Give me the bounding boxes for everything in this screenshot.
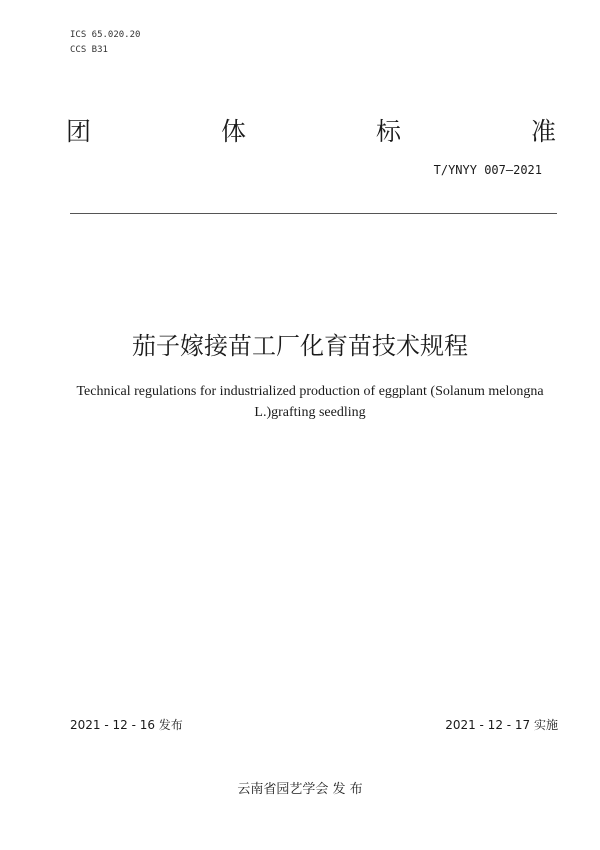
issue-date: 2021 - 12 - 16 发布 bbox=[70, 718, 183, 732]
document-type-heading bbox=[66, 112, 556, 148]
chinese-title: 茄子嫁接苗工厂化育苗技术规程 bbox=[132, 332, 468, 360]
classification-codes bbox=[70, 28, 140, 58]
ccs-code: CCS B31 bbox=[70, 45, 108, 55]
heading-char-2: 体 bbox=[220, 117, 246, 146]
issuing-organization: 云南省园艺学会 发 布 bbox=[237, 782, 363, 797]
heading-char-3: 标 bbox=[375, 117, 401, 146]
heading-char-1: 团 bbox=[66, 117, 92, 146]
english-title-line-1: Technical regulations for industrialized production of eggplant (Solanum melongna bbox=[76, 384, 544, 399]
implementation-date: 2021 - 12 - 17 实施 bbox=[445, 718, 558, 732]
heading-char-4: 准 bbox=[530, 117, 556, 146]
header-divider bbox=[70, 213, 557, 214]
english-title bbox=[60, 381, 560, 423]
ics-code: ICS 65.020.20 bbox=[70, 30, 141, 40]
english-title-line-2: L.)grafting seedling bbox=[254, 405, 366, 420]
standard-number: T/YNYY 007—2021 bbox=[433, 163, 542, 177]
